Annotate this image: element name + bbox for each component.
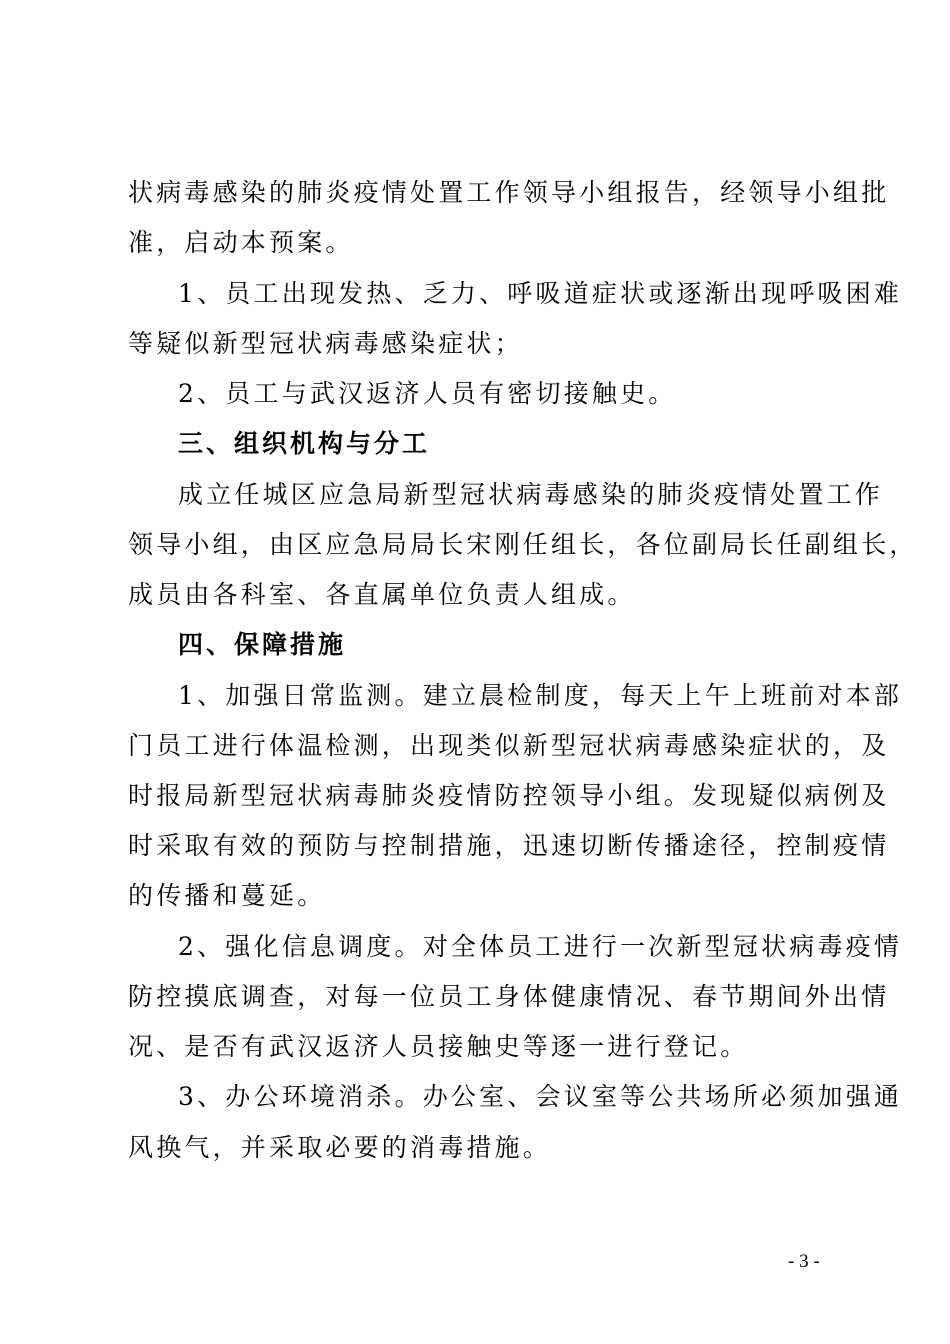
measure-3-line: 风换气，并采取必要的消毒措施。 [128, 1133, 552, 1162]
measure-2-line: 2、强化信息调度。对全体员工进行一次新型冠状病毒疫情 [178, 932, 903, 961]
list-item-1-line: 等疑似新型冠状病毒感染症状； [128, 329, 523, 358]
list-item-2-line: 2、员工与武汉返济人员有密切接触史。 [178, 379, 677, 408]
measure-3-line: 3、办公环境消杀。办公室、会议室等公共场所必须加强通 [178, 1082, 903, 1111]
list-item-1-line: 1、员工出现发热、乏力、呼吸道症状或逐渐出现呼吸困难 [178, 279, 903, 308]
paragraph-line: 成员由各科室、各直属单位负责人组成。 [128, 580, 636, 609]
measure-1-line: 1、加强日常监测。建立晨检制度，每天上午上班前对本部 [178, 681, 903, 710]
page-number: - 3 - [788, 1251, 820, 1272]
measure-2-line: 防控摸底调查，对每一位员工身体健康情况、春节期间外出情 [128, 982, 890, 1011]
measure-1-line: 时采取有效的预防与控制措施，迅速切断传播途径，控制疫情 [128, 831, 890, 860]
paragraph-line: 准，启动本预案。 [128, 228, 354, 257]
paragraph-line: 状病毒感染的肺炎疫情处置工作领导小组报告，经领导小组批 [128, 178, 890, 207]
section-heading-measures: 四、保障措施 [178, 630, 347, 659]
measure-1-line: 的传播和蔓延。 [128, 881, 326, 910]
paragraph-line: 成立任城区应急局新型冠状病毒感染的肺炎疫情处置工作 [178, 480, 884, 509]
measure-1-line: 门员工进行体温检测，出现类似新型冠状病毒感染症状的，及 [128, 731, 890, 760]
paragraph-line: 领导小组，由区应急局局长宋刚任组长，各位副局长任副组长， [128, 530, 918, 559]
section-heading-organization: 三、组织机构与分工 [178, 429, 431, 458]
measure-1-line: 时报局新型冠状病毒肺炎疫情防控领导小组。发现疑似病例及 [128, 781, 890, 810]
measure-2-line: 况、是否有武汉返济人员接触史等逐一进行登记。 [128, 1032, 749, 1061]
